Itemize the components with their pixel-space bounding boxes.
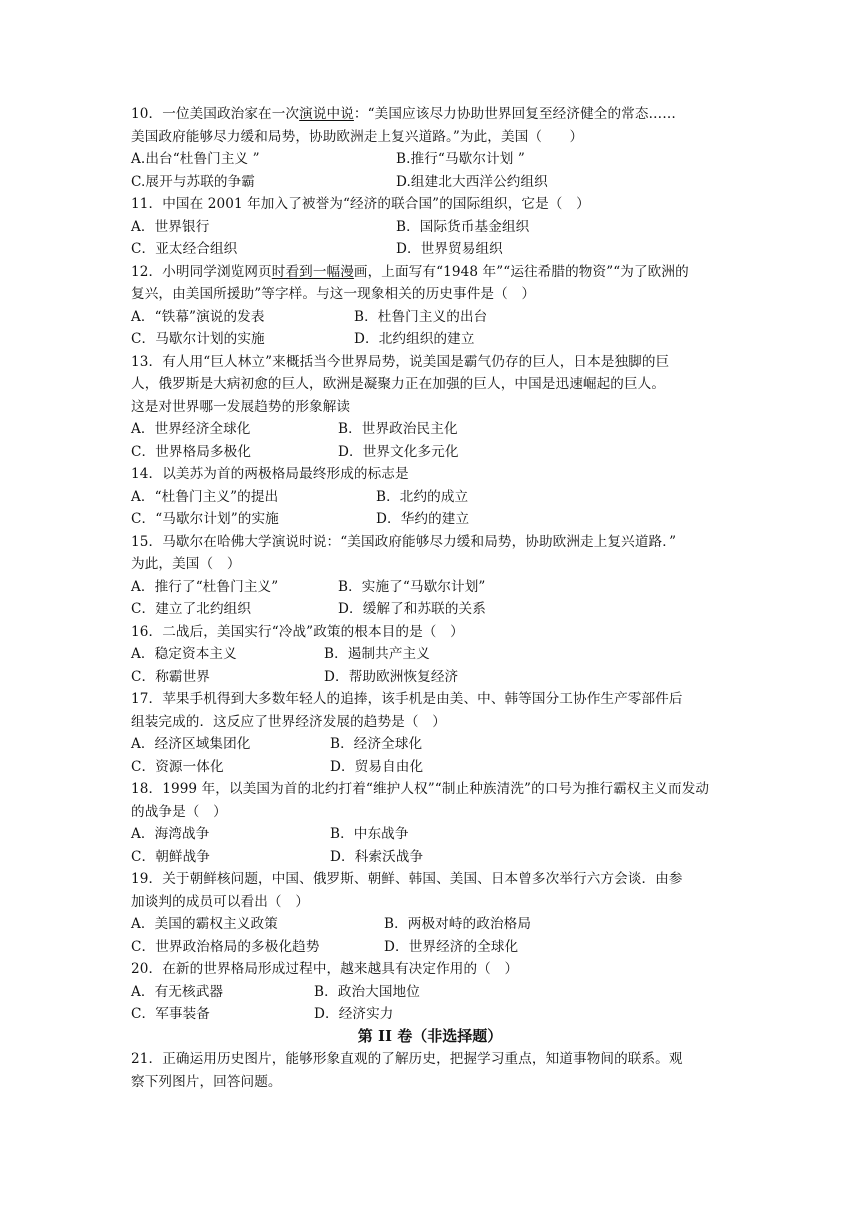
answer-option: D．经济实力 xyxy=(314,1006,394,1022)
answer-option: C．“马歇尔计划”的实施 xyxy=(131,511,279,527)
answer-option: A．“杜鲁门主义”的提出 xyxy=(131,488,279,505)
text-segment: 画，上面写有“1948 年”“运往希腊的物资”“为了欧洲的 xyxy=(353,263,689,280)
text-segment: 20．在新的世界格局形成过程中，越来越具有决定作用的（ ） xyxy=(131,961,519,977)
text-segment: ：“美国应该尽力协助世界回复至经济健全的常态…… xyxy=(353,106,676,122)
answer-option: A．有无核武器 xyxy=(131,983,224,1000)
answer-option: B．世界政治民主化 xyxy=(338,421,458,437)
answer-option: B．中东战争 xyxy=(330,826,409,842)
answer-option: D．缓解了和苏联的关系 xyxy=(338,601,486,617)
question-stem xyxy=(131,193,590,215)
answer-option: B．北约的成立 xyxy=(376,488,469,505)
question-stem xyxy=(131,688,683,710)
question-stem xyxy=(131,351,669,373)
answer-option: C．资源一体化 xyxy=(131,758,224,775)
text-segment: 11．中国在 2001 年加入了被誉为“经济的联合国”的国际组织，它是（ ） xyxy=(131,196,590,212)
text-segment: 的战争是（ ） xyxy=(131,803,227,820)
underlined-text: 时看到一幅漫 xyxy=(271,263,354,280)
answer-option: C．建立了北约组织 xyxy=(131,601,252,617)
answer-option: B．实施了“马歇尔计划” xyxy=(338,578,486,595)
answer-option: A．世界银行 xyxy=(131,218,210,235)
answer-option: A．经济区域集团化 xyxy=(131,736,251,752)
answer-option: A．世界经济全球化 xyxy=(131,421,251,437)
text-segment: 复兴，由美国所援助”等字样。与这一现象相关的历史事件是（ ） xyxy=(131,286,536,302)
question-stem xyxy=(131,261,689,283)
answer-option: D．世界经济的全球化 xyxy=(384,938,519,955)
question-stem xyxy=(131,868,683,890)
question-stem xyxy=(131,103,676,125)
question-stem-continued xyxy=(131,283,535,305)
answer-option: B．政治大国地位 xyxy=(314,983,420,1000)
text-segment: 18．1999 年，以美国为首的北约打着“维护人权”“制止种族清洗”的口号为推行霸权主义而发动 xyxy=(131,781,710,797)
text-segment: 为此，美国（ ） xyxy=(131,556,241,572)
question-stem-continued: 察下列图片，回答问题。 xyxy=(131,1073,282,1090)
answer-option: A．推行了“杜鲁门主义” xyxy=(131,578,279,595)
text-segment: 15．马歇尔在哈佛大学演说时说：“美国政府能够尽力缓和局势，协助欧洲走上复兴道路．” xyxy=(131,533,677,550)
answer-option: A．稳定资本主义 xyxy=(131,646,237,662)
question-stem xyxy=(131,958,518,980)
text-segment: 19．关于朝鲜核问题，中国、俄罗斯、朝鲜、韩国、美国、日本曾多次举行六方会谈．由参 xyxy=(131,871,683,887)
question-stem xyxy=(131,778,709,800)
question-stem-continued xyxy=(131,396,350,418)
answer-option: B.推行“马歇尔计划 ” xyxy=(396,151,525,167)
text-segment: 组装完成的．这反应了世界经济发展的趋势是（ ） xyxy=(131,713,446,730)
answer-option: A．美国的霸权主义政策 xyxy=(131,916,278,932)
answer-option: D．帮助欧洲恢复经济 xyxy=(324,668,459,685)
answer-option: A．海湾战争 xyxy=(131,826,210,842)
question-stem-continued xyxy=(131,126,583,148)
section-title: 第 II 卷（非选择题） xyxy=(357,1026,503,1045)
question-stem-continued xyxy=(131,373,665,395)
text-segment: 12．小明同学浏览网页 xyxy=(131,263,272,280)
answer-option: D．北约组织的建立 xyxy=(354,331,475,347)
text-segment: 17．苹果手机得到大多数年轻人的追捧，该手机是由美、中、韩等国分工协作生产零部件后 xyxy=(131,691,683,707)
answer-option: B．遏制共产主义 xyxy=(324,646,430,662)
underlined-text: 演说中说 xyxy=(299,106,354,122)
question-stem-continued xyxy=(131,891,309,913)
text-segment: 人，俄罗斯是大病初愈的巨人，欧洲是凝聚力正在加强的巨人，中国是迅速崛起的巨人。 xyxy=(131,376,666,392)
answer-option: C.展开与苏联的争霸 xyxy=(131,173,255,190)
answer-option: C．军事装备 xyxy=(131,1006,210,1022)
text-segment: 16．二战后，美国实行“冷战”政策的根本目的是（ ） xyxy=(131,623,464,640)
answer-option: B．经济全球化 xyxy=(330,736,423,752)
answer-option: D.组建北大西洋公约组织 xyxy=(396,173,548,190)
answer-option: C．世界格局多极化 xyxy=(131,443,252,460)
question-stem-continued xyxy=(131,553,241,575)
answer-option: D．华约的建立 xyxy=(376,511,470,527)
text-segment: 加谈判的成员可以看出（ ） xyxy=(131,893,310,910)
answer-option: C．亚太经合组织 xyxy=(131,241,238,257)
question-stem xyxy=(131,531,676,553)
text-segment: 13．有人用“巨人林立”来概括当今世界局势，说美国是霸气仍存的巨人，日本是独脚的巨 xyxy=(131,353,670,370)
answer-option: B．国际货币基金组织 xyxy=(396,218,530,235)
answer-option: D．世界贸易组织 xyxy=(396,241,503,257)
answer-option: D．贸易自由化 xyxy=(330,758,424,775)
answer-option: C．称霸世界 xyxy=(131,668,210,685)
answer-option: C．马歇尔计划的实施 xyxy=(131,331,265,347)
question-stem: 21．正确运用历史图片，能够形象直观的了解历史，把握学习重点，知道事物间的联系。观 xyxy=(131,1051,683,1067)
text-segment: 这是对世界哪一发展趋势的形象解读 xyxy=(131,398,351,415)
answer-option: C．朝鲜战争 xyxy=(131,848,210,865)
answer-option: D．科索沃战争 xyxy=(330,848,424,865)
answer-option: B．两极对峙的政治格局 xyxy=(384,916,532,932)
question-stem xyxy=(131,463,409,485)
text-segment: 美国政府能够尽力缓和局势，协助欧洲走上复兴道路。”为此，美国（ ） xyxy=(131,128,584,145)
answer-option: C．世界政治格局的多极化趋势 xyxy=(131,938,320,955)
question-stem-continued xyxy=(131,801,227,823)
question-stem-continued xyxy=(131,711,446,733)
question-stem xyxy=(131,621,464,643)
text-segment: 10．一位美国政治家在一次 xyxy=(131,106,300,122)
answer-option: D．世界文化多元化 xyxy=(338,443,459,460)
answer-option: B．杜鲁门主义的出台 xyxy=(354,308,488,325)
answer-option: A.出台“杜鲁门主义 ” xyxy=(131,151,260,167)
text-segment: 14．以美苏为首的两极格局最终形成的标志是 xyxy=(131,466,409,482)
answer-option: A．“铁幕”演说的发表 xyxy=(131,308,265,325)
